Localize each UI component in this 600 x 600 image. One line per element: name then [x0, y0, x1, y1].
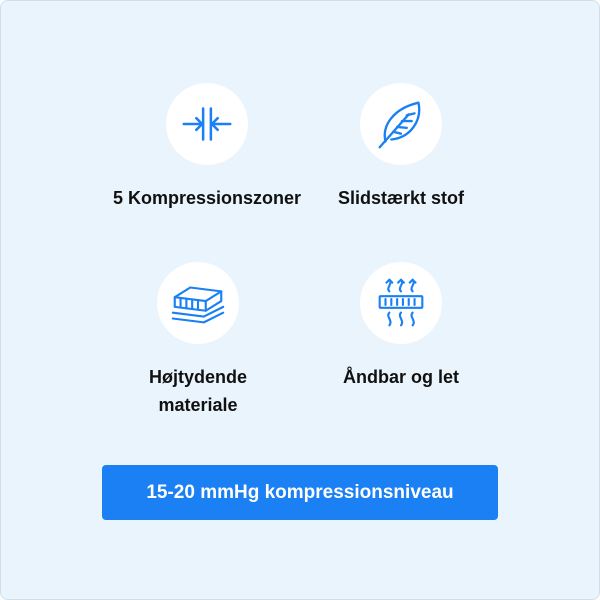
compression-arrows-icon: [176, 93, 238, 155]
icon-badge: [166, 83, 248, 165]
feature-breathable-light: [281, 262, 521, 391]
feature-label: Højtydende materiale: [148, 367, 247, 415]
feature-label: 5 Kompressionszoner: [112, 188, 302, 208]
icon-badge: [157, 262, 239, 344]
compression-level-button[interactable]: 15-20 mmHg kompressionsniveau: [102, 465, 498, 520]
feature-durable-fabric: [281, 83, 521, 212]
icon-badge: [360, 262, 442, 344]
feature-label: Åndbar og let: [343, 367, 459, 387]
icon-badge: [360, 83, 442, 165]
feature-label: Slidstærkt stof: [337, 188, 465, 208]
breathable-fabric-icon: [370, 272, 432, 334]
layered-material-icon: [167, 272, 229, 334]
feather-icon: [370, 93, 432, 155]
